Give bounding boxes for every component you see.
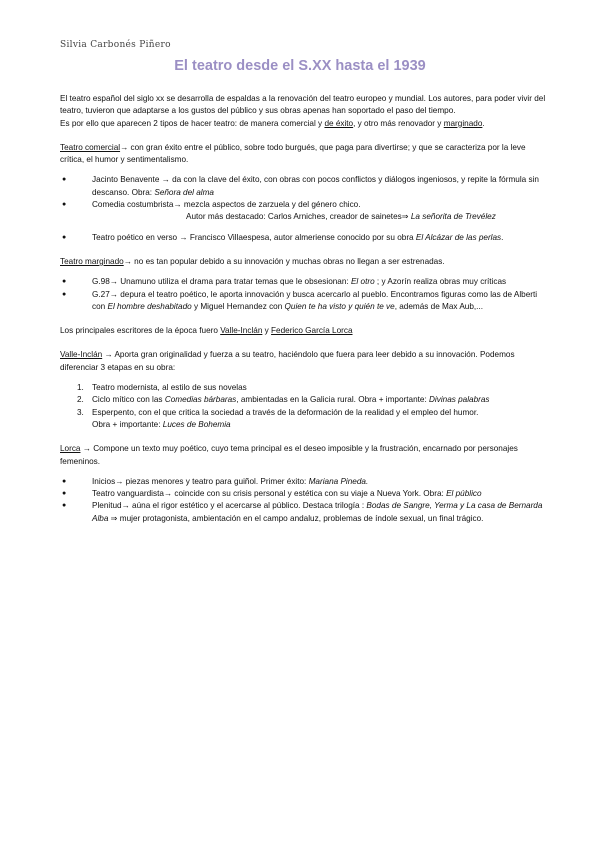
lorca-inicios-obra: Mariana Pineda. (308, 476, 369, 486)
lorca-text: → Compone un texto muy poético, cuyo tema principal es el deseo imposible y la frustración, encarnado por personajes femeninos. (60, 444, 518, 466)
g98-obra: El otro (350, 277, 375, 287)
comercial-list-2 (60, 232, 548, 244)
list-item (60, 476, 548, 488)
escritores-valle: Valle-Inclán (220, 326, 263, 336)
valle-text: → Aporta gran originalidad y fuerza a su teatro, haciéndolo que fuera para leer debido a su innovación. Podemos diferenciar 3 etapas en su obra: (60, 350, 515, 372)
lorca-heading: Lorca (60, 444, 81, 454)
valle-etapa-2: Ciclo mítico con las (92, 395, 165, 405)
valle-etapa-2-text: , ambientadas en la Galicia rural. Obra + importante: (236, 395, 429, 405)
g27-obra-1: El hombre deshabitado (107, 301, 192, 311)
list-item (60, 174, 548, 199)
escritores-paragraph (60, 325, 548, 337)
villaespesa-text: Teatro poético en verso → Francisco Villaespesa, autor almeriense conocido por su obra (92, 232, 416, 242)
comercial-text: → con gran éxito entre el público, sobre todo burgués, que paga para divertirse; y que se caracteriza por la leve crítica, el humor y sentimentalismo. (60, 142, 526, 165)
arniches-obra: La señorita de Trevélez (410, 212, 496, 222)
intro-text-4: . (482, 118, 485, 128)
valle-etapa-2-obra-2: Divinas palabras (429, 395, 490, 405)
escritores-y: y (262, 326, 272, 336)
arniches-line (60, 211, 548, 223)
list-item (60, 199, 548, 211)
list-item (60, 407, 548, 432)
valle-etapa-3-sub: Obra + importante: (92, 419, 163, 429)
g27-end: , además de Max Aub,... (394, 301, 483, 311)
villaespesa-end: . (501, 232, 504, 242)
marginado-heading: Teatro marginado (60, 256, 124, 266)
list-item (60, 289, 548, 314)
marginado-paragraph (60, 256, 548, 268)
costumbrista-text: Comedia costumbrista→ mezcla aspectos de zarzuela y del género chico. (92, 200, 361, 210)
document-body (60, 93, 548, 525)
lorca-plenitud-end: ⇒ mujer protagonista, ambientación en el campo andaluz, problemas de índole sexual, un final trágico. (108, 513, 484, 523)
lorca-paragraph (60, 443, 548, 468)
intro-exito: de éxito (324, 118, 354, 128)
comercial-paragraph (60, 142, 548, 167)
benavente-obra: Señora del alma (154, 187, 214, 197)
g27-text-2: y Miguel Hernandez con (191, 301, 285, 311)
lorca-plenitud: Plenitud→ aúna el rigor estético y el acercarse al público. Destaca trilogía : (92, 501, 367, 511)
intro-text-3: , y otro más renovador y (353, 118, 444, 128)
document-title: El teatro desde el S.XX hasta el 1939 (174, 58, 426, 74)
marginado-text: → no es tan popular debido a su innovación y muchas obras no llegan a ser estrenadas. (123, 256, 445, 266)
marginado-list (60, 276, 548, 313)
item-number: 2. (77, 395, 84, 405)
villaespesa-obra: El Alcázar de las perlas (415, 232, 502, 242)
intro-text-1: El teatro español del siglo xx se desarrolla de espaldas a la renovación del teatro europeo y mundial. Los autores, para poder vivir del teatro, tuvieron que adaptarse a los gustos del público y sus obras apenas han soportado el paso del tiempo. (60, 94, 546, 116)
g98-text: G.98→ Unamuno utiliza el drama para tratar temas que le obsesionan: (92, 277, 351, 287)
list-item (60, 488, 548, 500)
lorca-trilogia: Bodas de Sangre, Yerma y La casa de Bernarda Alba (92, 501, 543, 523)
arniches-text: Autor más destacado: Carlos Arniches, creador de sainetes⇒ (186, 212, 411, 222)
valle-etapa-2-obra: Comedias bárbaras (164, 395, 237, 405)
valle-etapa-3-obra: Luces de Bohemia (162, 419, 231, 429)
g98-end: ; y Azorín realiza obras muy críticas (374, 277, 507, 287)
list-item (60, 394, 548, 406)
escritores-lorca: Federico García Lorca (271, 326, 353, 336)
lorca-inicios: Inicios→ piezas menores y teatro para guiñol. Primer éxito: (92, 476, 309, 486)
valle-etapa-3: Esperpento, con el que critica la sociedad a través de la deformación de la realidad y el empleo del humor. (92, 407, 479, 417)
lorca-vanguardista-obra: El público (446, 489, 482, 499)
list-item (60, 276, 548, 288)
g27-obra-2: Quien te ha visto y quién te ve (284, 301, 395, 311)
escritores-text: Los principales escritores de la época fuero (60, 326, 221, 336)
list-item (60, 382, 548, 394)
valle-paragraph (60, 349, 548, 374)
intro-marginado: marginado (443, 118, 483, 128)
author-name: Silvia Carbonés Piñero (60, 40, 171, 50)
comercial-list (60, 174, 548, 211)
lorca-list (60, 476, 548, 525)
intro-paragraph (60, 93, 548, 130)
lorca-vanguardista: Teatro vanguardista→ coincide con su crisis personal y estética con su viaje a Nueva York. Obra: (92, 489, 447, 499)
valle-etapa-1: Teatro modernista, al estilo de sus novelas (92, 383, 247, 393)
benavente-text: Jacinto Benavente → da con la clave del éxito, con obras con pocos conflictos y diálogos ingeniosos, y repite la fórmula sin descanso. Obra: (92, 175, 539, 197)
intro-text-2: Es por ello que aparecen 2 tipos de hacer teatro: de manera comercial y (60, 118, 325, 128)
item-number: 1. (77, 383, 84, 393)
g27-text: G.27→ depura el teatro poético, le aporta innovación y busca acercarlo al pueblo. Encontramos figuras como las de Alberti con (92, 289, 538, 311)
item-number: 3. (77, 407, 84, 417)
valle-heading: Valle-Inclán (60, 350, 103, 360)
valle-list (60, 382, 548, 431)
list-item (60, 232, 548, 244)
comercial-heading: Teatro comercial (60, 142, 121, 152)
list-item (60, 500, 548, 525)
